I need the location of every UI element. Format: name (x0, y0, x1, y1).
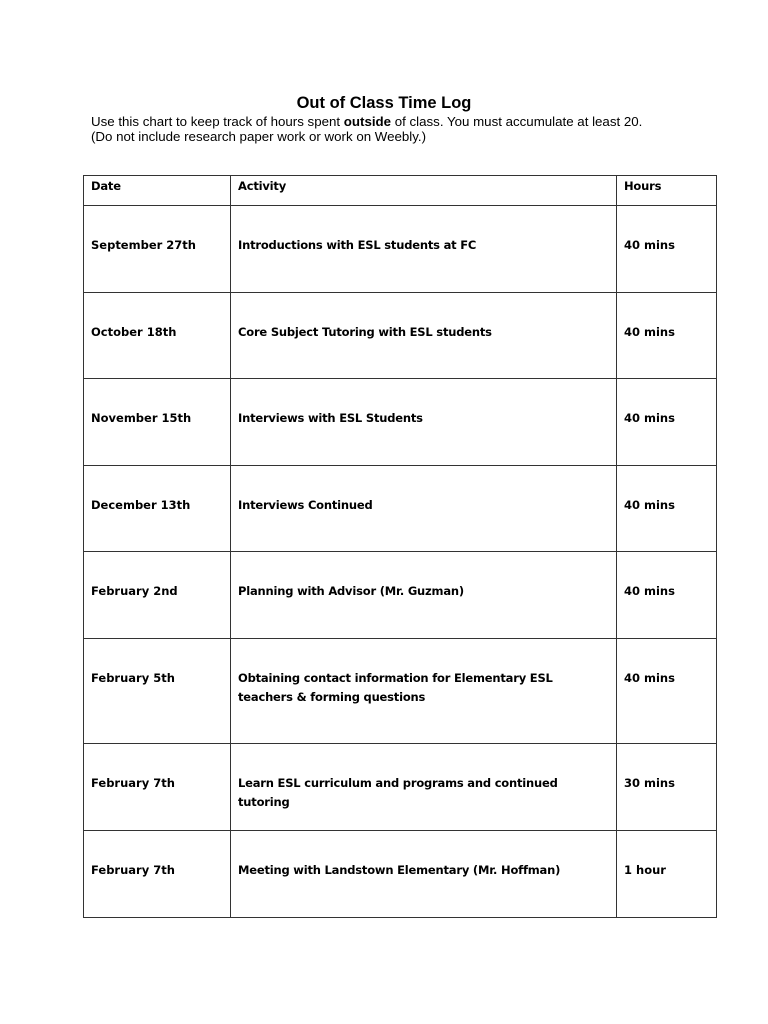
table-row (84, 466, 717, 552)
instructions-text-pre: Use this chart to keep track of hours spent (91, 114, 344, 129)
activity-cell: Planning with Advisor (Mr. Guzman) (231, 552, 617, 639)
instructions-line-2: (Do not include research paper work or work on Weebly.) (91, 129, 427, 144)
table-row (84, 379, 717, 466)
column-header-date: Date (84, 176, 231, 206)
instructions-line-1 (91, 114, 731, 129)
table-row (84, 831, 717, 918)
time-log-table (83, 175, 717, 918)
hours-cell: 40 mins (617, 639, 717, 744)
column-header-activity: Activity (231, 176, 617, 206)
instructions-text-post: of class. You must accumulate at least 20. (391, 114, 643, 129)
date-cell: October 18th (84, 293, 231, 379)
hours-cell: 1 hour (617, 831, 717, 918)
hours-cell: 40 mins (617, 466, 717, 552)
activity-cell: Core Subject Tutoring with ESL students (231, 293, 617, 379)
activity-cell: Interviews Continued (231, 466, 617, 552)
activity-cell: Learn ESL curriculum and programs and continued tutoring (231, 744, 617, 831)
date-cell: February 2nd (84, 552, 231, 639)
activity-cell: Obtaining contact information for Elementary ESL teachers & forming questions (231, 639, 617, 744)
instructions (91, 114, 731, 144)
date-cell: February 7th (84, 744, 231, 831)
table-row (84, 206, 717, 293)
activity-cell: Interviews with ESL Students (231, 379, 617, 466)
hours-cell: 30 mins (617, 744, 717, 831)
activity-cell: Meeting with Landstown Elementary (Mr. Hoffman) (231, 831, 617, 918)
page-title: Out of Class Time Log (296, 94, 472, 112)
hours-cell: 40 mins (617, 379, 717, 466)
activity-cell: Introductions with ESL students at FC (231, 206, 617, 293)
date-cell: November 15th (84, 379, 231, 466)
hours-cell: 40 mins (617, 552, 717, 639)
date-cell: February 7th (84, 831, 231, 918)
date-cell: December 13th (84, 466, 231, 552)
date-cell: February 5th (84, 639, 231, 744)
hours-cell: 40 mins (617, 293, 717, 379)
instructions-emphasis: outside (343, 114, 392, 129)
table-header-row (84, 176, 717, 206)
table-row (84, 552, 717, 639)
date-cell: September 27th (84, 206, 231, 293)
table-row (84, 293, 717, 379)
column-header-hours: Hours (617, 176, 717, 206)
hours-cell: 40 mins (617, 206, 717, 293)
table-row (84, 639, 717, 744)
table-row (84, 744, 717, 831)
